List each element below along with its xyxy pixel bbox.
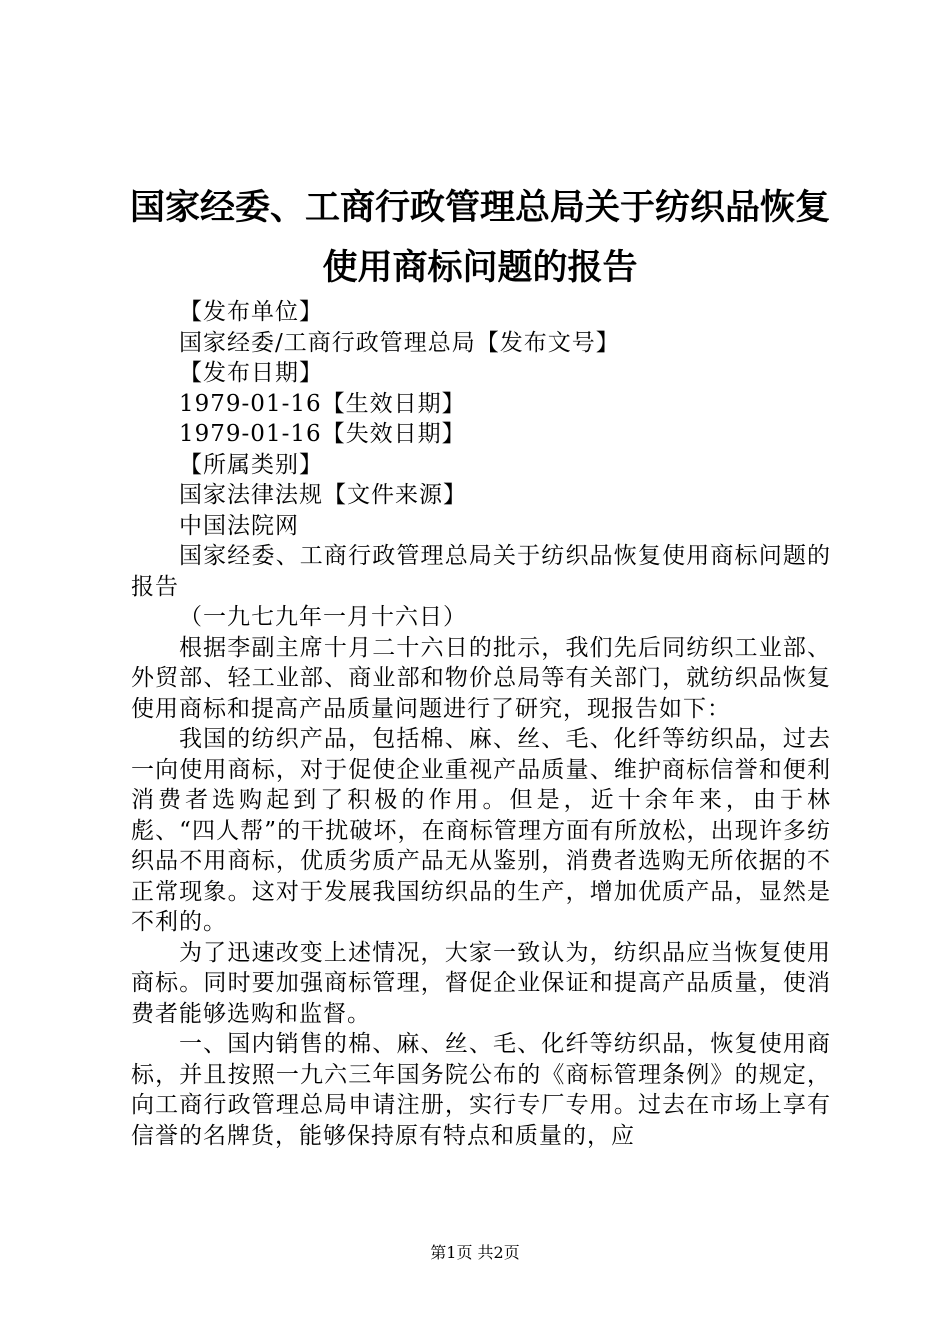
meta-publisher-label: 【发布单位】 xyxy=(179,299,323,325)
meta-publish-date-value: 1979-01-16【生效日期】 xyxy=(179,390,466,417)
meta-publisher-value: 国家经委/工商行政管理总局【发布文号】 xyxy=(179,329,620,356)
meta-publish-date-label: 【发布日期】 xyxy=(179,360,323,386)
body-paragraph: 为了迅速改变上述情况，大家一致认为，纺织品应当恢复使用商标。同时要加强商标管理，督促企业保证和提高产品质量，使消费者能够选购和监督。 xyxy=(131,939,831,1027)
page-number-footer: 第1页 共2页 xyxy=(430,1243,520,1262)
body-paragraph-date: （一九七九年一月十六日） xyxy=(179,604,467,630)
meta-effective-date-value: 1979-01-16【失效日期】 xyxy=(179,421,466,447)
meta-category-value: 国家法律法规【文件来源】 xyxy=(179,482,467,508)
meta-category-label: 【所属类别】 xyxy=(179,451,323,478)
document-title-line-2: 使用商标问题的报告 xyxy=(322,248,638,288)
document-title-line-1: 国家经委、工商行政管理总局关于纺织品恢复 xyxy=(129,188,830,228)
document-body xyxy=(131,297,831,1151)
body-paragraph: 一、国内销售的棉、麻、丝、毛、化纤等纺织品，恢复使用商标，并且按照一九六三年国务院公布的《商标管理条例》的规定，向工商行政管理总局申请注册，实行专厂专用。过去在市场上享有信誉的名牌货，能够保持原有特点和质量的，应 xyxy=(131,1031,831,1149)
body-paragraph-heading: 国家经委、工商行政管理总局关于纺织品恢复使用商标问题的报告 xyxy=(131,543,831,600)
body-paragraph: 根据李副主席十月二十六日的批示，我们先后同纺织工业部、外贸部、轻工业部、商业部和物价总局等有关部门，就纺织品恢复使用商标和提高产品质量问题进行了研究，现报告如下： xyxy=(131,634,831,722)
meta-source-value: 中国法院网 xyxy=(179,512,299,539)
body-paragraph: 我国的纺织产品，包括棉、麻、丝、毛、化纤等纺织品，过去一向使用商标，对于促使企业重视产品质量、维护商标信誉和便利消费者选购起到了积极的作用。但是，近十余年来，由于林彪、“四人帮”的干扰破坏，在商标管理方面有所放松，出现许多纺织品不用商标，优质劣质产品无从鉴别，消费者选购无所依据的不正常现象。这对于发展我国纺织品的生产，增加优质产品，显然是不利的。 xyxy=(131,726,831,935)
